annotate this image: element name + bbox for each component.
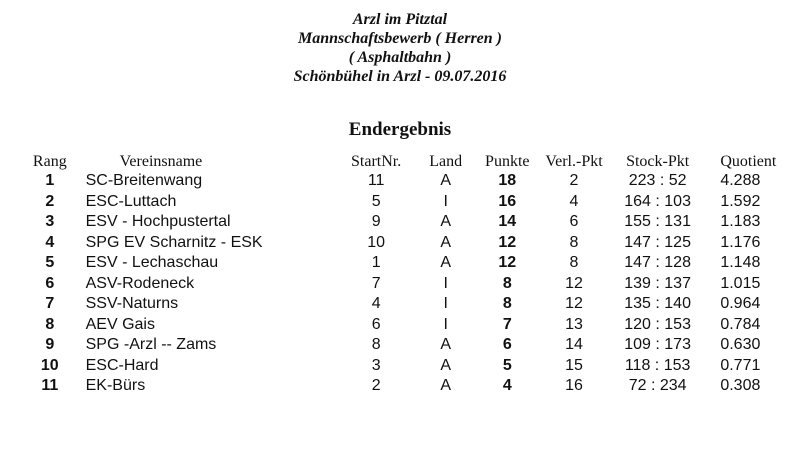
- cell-stock-pkt: 139 : 137: [624, 274, 691, 292]
- table-row: [22, 253, 800, 274]
- cell-land: A: [440, 213, 451, 231]
- cell-verl-pkt: 2: [569, 172, 579, 190]
- results-table: [22, 151, 800, 397]
- cell-stock-pkt: 118 : 153: [624, 356, 691, 374]
- cell-vereinsname: ESC-Hard: [85, 356, 159, 374]
- cell-land: A: [440, 377, 451, 395]
- cell-verl-pkt: 14: [565, 336, 583, 354]
- cell-startnr: 6: [371, 315, 381, 333]
- cell-verl-pkt: 8: [569, 233, 579, 251]
- cell-verl-pkt: 8: [569, 254, 579, 272]
- cell-rang: 4: [45, 233, 55, 251]
- cell-land: A: [440, 254, 451, 272]
- cell-stock-pkt: 164 : 103: [624, 192, 691, 210]
- table-row: [22, 171, 800, 192]
- cell-quotient: 1.176: [720, 233, 761, 251]
- table-header-row: [22, 151, 800, 171]
- cell-punkte: 4: [502, 377, 512, 395]
- cell-punkte: 12: [498, 254, 517, 272]
- cell-startnr: 1: [371, 254, 381, 272]
- cell-startnr: 3: [371, 356, 381, 374]
- cell-punkte: 7: [502, 315, 512, 333]
- header-venue-date: Schönbühel in Arzl - 09.07.2016: [293, 68, 507, 85]
- cell-vereinsname: ESV - Lechaschau: [85, 254, 219, 272]
- cell-startnr: 10: [367, 233, 386, 251]
- cell-punkte: 12: [498, 233, 517, 251]
- cell-quotient: 1.592: [720, 192, 761, 210]
- cell-punkte: 6: [502, 336, 512, 354]
- table-row: [22, 233, 800, 254]
- cell-startnr: 11: [367, 172, 385, 190]
- table-row: [22, 274, 800, 295]
- table-row: [22, 192, 800, 213]
- cell-stock-pkt: 109 : 173: [624, 336, 691, 354]
- cell-rang: 10: [40, 356, 59, 374]
- cell-punkte: 5: [502, 356, 512, 374]
- cell-startnr: 7: [371, 274, 381, 292]
- col-header-stock-pkt: Stock-Pkt: [626, 153, 690, 170]
- col-header-quotient: Quotient: [720, 153, 777, 170]
- cell-land: I: [443, 295, 448, 313]
- cell-rang: 6: [45, 274, 55, 292]
- header-track-type: ( Asphaltbahn ): [348, 49, 452, 66]
- cell-vereinsname: ESV - Hochpustertal: [85, 213, 231, 231]
- cell-quotient: 0.784: [720, 315, 761, 333]
- cell-stock-pkt: 120 : 153: [624, 315, 691, 333]
- col-header-land: Land: [429, 153, 463, 170]
- cell-rang: 1: [45, 172, 55, 190]
- cell-quotient: 4.288: [720, 172, 761, 190]
- cell-stock-pkt: 147 : 128: [624, 254, 691, 272]
- cell-rang: 7: [45, 295, 55, 313]
- table-row: [22, 294, 800, 315]
- cell-rang: 9: [45, 336, 55, 354]
- cell-quotient: 0.630: [720, 336, 761, 354]
- cell-land: A: [440, 336, 451, 354]
- cell-rang: 3: [45, 213, 55, 231]
- result-title: Endergebnis: [348, 119, 452, 140]
- cell-verl-pkt: 12: [565, 295, 583, 313]
- cell-punkte: 16: [498, 192, 517, 210]
- table-row: [22, 315, 800, 336]
- cell-verl-pkt: 15: [565, 356, 583, 374]
- cell-punkte: 8: [502, 295, 512, 313]
- cell-rang: 8: [45, 315, 55, 333]
- col-header-verl-pkt: Verl.-Pkt: [545, 153, 603, 170]
- cell-vereinsname: SPG -Arzl -- Zams: [85, 336, 217, 354]
- col-header-rang: Rang: [32, 153, 67, 170]
- table-row: [22, 376, 800, 397]
- cell-quotient: 1.183: [720, 213, 761, 231]
- cell-vereinsname: SSV-Naturns: [85, 295, 179, 313]
- cell-stock-pkt: 223 : 52: [628, 172, 687, 190]
- cell-vereinsname: EK-Bürs: [85, 377, 146, 395]
- cell-rang: 11: [41, 377, 59, 395]
- cell-startnr: 4: [371, 295, 381, 313]
- cell-land: A: [440, 356, 451, 374]
- cell-verl-pkt: 16: [565, 377, 583, 395]
- cell-rang: 2: [45, 192, 55, 210]
- cell-vereinsname: AEV Gais: [85, 315, 155, 333]
- cell-land: I: [443, 315, 448, 333]
- col-header-punkte: Punkte: [485, 153, 530, 170]
- cell-land: A: [440, 233, 451, 251]
- cell-vereinsname: SPG EV Scharnitz - ESK: [85, 233, 263, 251]
- cell-punkte: 8: [502, 274, 512, 292]
- cell-verl-pkt: 4: [569, 192, 579, 210]
- cell-startnr: 5: [371, 192, 381, 210]
- cell-vereinsname: ASV-Rodeneck: [85, 274, 195, 292]
- cell-stock-pkt: 135 : 140: [624, 295, 691, 313]
- cell-quotient: 0.771: [720, 356, 761, 374]
- cell-startnr: 2: [371, 377, 381, 395]
- cell-rang: 5: [45, 254, 55, 272]
- cell-vereinsname: SC-Breitenwang: [85, 172, 203, 190]
- cell-land: I: [443, 192, 448, 210]
- header-location: Arzl im Pitztal: [352, 11, 448, 28]
- cell-quotient: 1.148: [720, 254, 761, 272]
- document-header: [0, 10, 800, 86]
- cell-land: I: [443, 274, 448, 292]
- cell-punkte: 14: [498, 213, 517, 231]
- cell-startnr: 8: [371, 336, 381, 354]
- col-header-startnr: StartNr.: [351, 153, 402, 170]
- cell-quotient: 0.964: [720, 295, 761, 313]
- cell-verl-pkt: 6: [569, 213, 579, 231]
- cell-stock-pkt: 147 : 125: [624, 233, 691, 251]
- cell-quotient: 1.015: [720, 274, 761, 292]
- header-competition: Mannschaftsbewerb ( Herren ): [297, 30, 502, 47]
- cell-verl-pkt: 13: [565, 315, 583, 333]
- cell-quotient: 0.308: [720, 377, 761, 395]
- cell-stock-pkt: 155 : 131: [624, 213, 691, 231]
- cell-startnr: 9: [371, 213, 381, 231]
- table-row: [22, 335, 800, 356]
- table-row: [22, 356, 800, 377]
- cell-land: A: [440, 172, 451, 190]
- cell-stock-pkt: 72 : 234: [628, 377, 687, 395]
- cell-vereinsname: ESC-Luttach: [85, 192, 177, 210]
- cell-verl-pkt: 12: [565, 274, 583, 292]
- table-row: [22, 212, 800, 233]
- col-header-vereinsname: Vereinsname: [119, 153, 203, 170]
- cell-punkte: 18: [498, 172, 517, 190]
